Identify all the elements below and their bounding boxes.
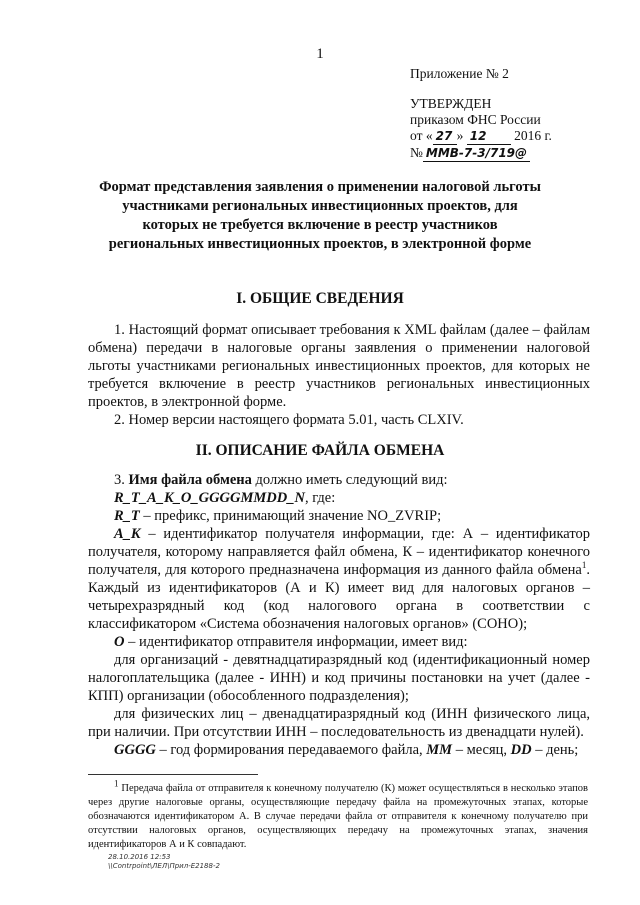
order-number: № ММВ-7-3/719@ (410, 145, 552, 162)
date-definition: GGGG – год формирования передаваемого файла, MM – месяц, DD – день; (114, 742, 579, 758)
section-2-body (88, 471, 590, 759)
file-name-pattern: R_T_A_K_O_GGGGMMDD_N, где: (114, 490, 336, 506)
section-1-body (88, 321, 590, 429)
section-1-heading: I. ОБЩИЕ СВЕДЕНИЯ (236, 290, 404, 307)
page-number: 1 (316, 46, 324, 62)
handwritten-order-number: ММВ-7-3/719@ (423, 145, 530, 162)
file-stamp: 28.10.2016 12:53 \\Contrpoint\ЛЕЛ\Прил-Е2188-2 (108, 853, 220, 870)
section-2-heading: II. ОПИСАНИЕ ФАЙЛА ОБМЕНА (195, 442, 445, 459)
recipient-definition: A_K – идентификатор получателя информации, где: А – идентификатор получателя, которому направляется файл обмена, К – идентификатор конечного получателя, для которого предназначена информация из данного файла обмена$^1$. Каждый из идентификаторов (А и К) имеет вид для налоговых органов – четырехразрядный код (код налогового органа в соответствии с классификатором «Система обозначения налоговых органов» (СОНО); (88, 526, 590, 632)
paragraph-3: 3. Имя файла обмена должно иметь следующий вид: (114, 472, 448, 488)
sender-definition: O – идентификатор отправителя информации, имеет вид: (114, 634, 468, 650)
person-code-text: для физических лиц – двенадцатиразрядный код (ИНН физического лица, при наличии. При отсутствии ИНН – последовательность из двенадцати нулей). (88, 706, 590, 740)
prefix-definition: R_T – префикс, принимающий значение NO_ZVRIP; (114, 508, 442, 524)
organization-code-text: для организаций - девятнадцатиразрядный код (идентификационный номер налогоплательщика (далее - ИНН) и код причины постановки на учет (далее - КПП) организации (обособленного подразделения); (88, 652, 590, 704)
footnote-divider (88, 774, 258, 775)
paragraph-1: 1. Настоящий формат описывает требования к XML файлам (далее – файлам обмена) передачи в налоговые органы заявления о применении налоговой льготы участниками региональных инвестиционных проектов, для которых не требуется включение в реестр участников региональных инвестиционных проектов, в электронной форме. (88, 322, 590, 410)
paragraph-2: 2. Номер версии настоящего формата 5.01, часть CLXIV. (114, 412, 464, 428)
approval-block (410, 66, 552, 162)
approved-label: УТВЕРЖДЕН (410, 96, 492, 111)
handwritten-month: 12 (467, 128, 511, 145)
footnote: $^1$ Передача файла от отправителя к конечному получателю (К) может осуществляться в несколько этапов через другие налоговые органы, осуществляющие передачу файла на промежуточных этапах, которые обозначаются идентификатором А. В случае передачи файла от отправителя к конечному получателю при отсутствии налоговых органов, осуществляющих передачу на промежуточных этапах, значения идентификаторов А и К совпадают. (88, 778, 588, 850)
order-date: от « 27 » 12 2016 г. (410, 128, 552, 143)
document-title: Формат представления заявления о применении налоговой льготы участниками региональных инвестиционных проектов, для которых не требуется включение в реестр участников региональных инвестиционных проектов, в электронной форме (99, 179, 541, 252)
order-label: приказом ФНС России (410, 112, 541, 127)
handwritten-day: 27 (433, 128, 457, 145)
appendix-label: Приложение № 2 (410, 66, 509, 81)
